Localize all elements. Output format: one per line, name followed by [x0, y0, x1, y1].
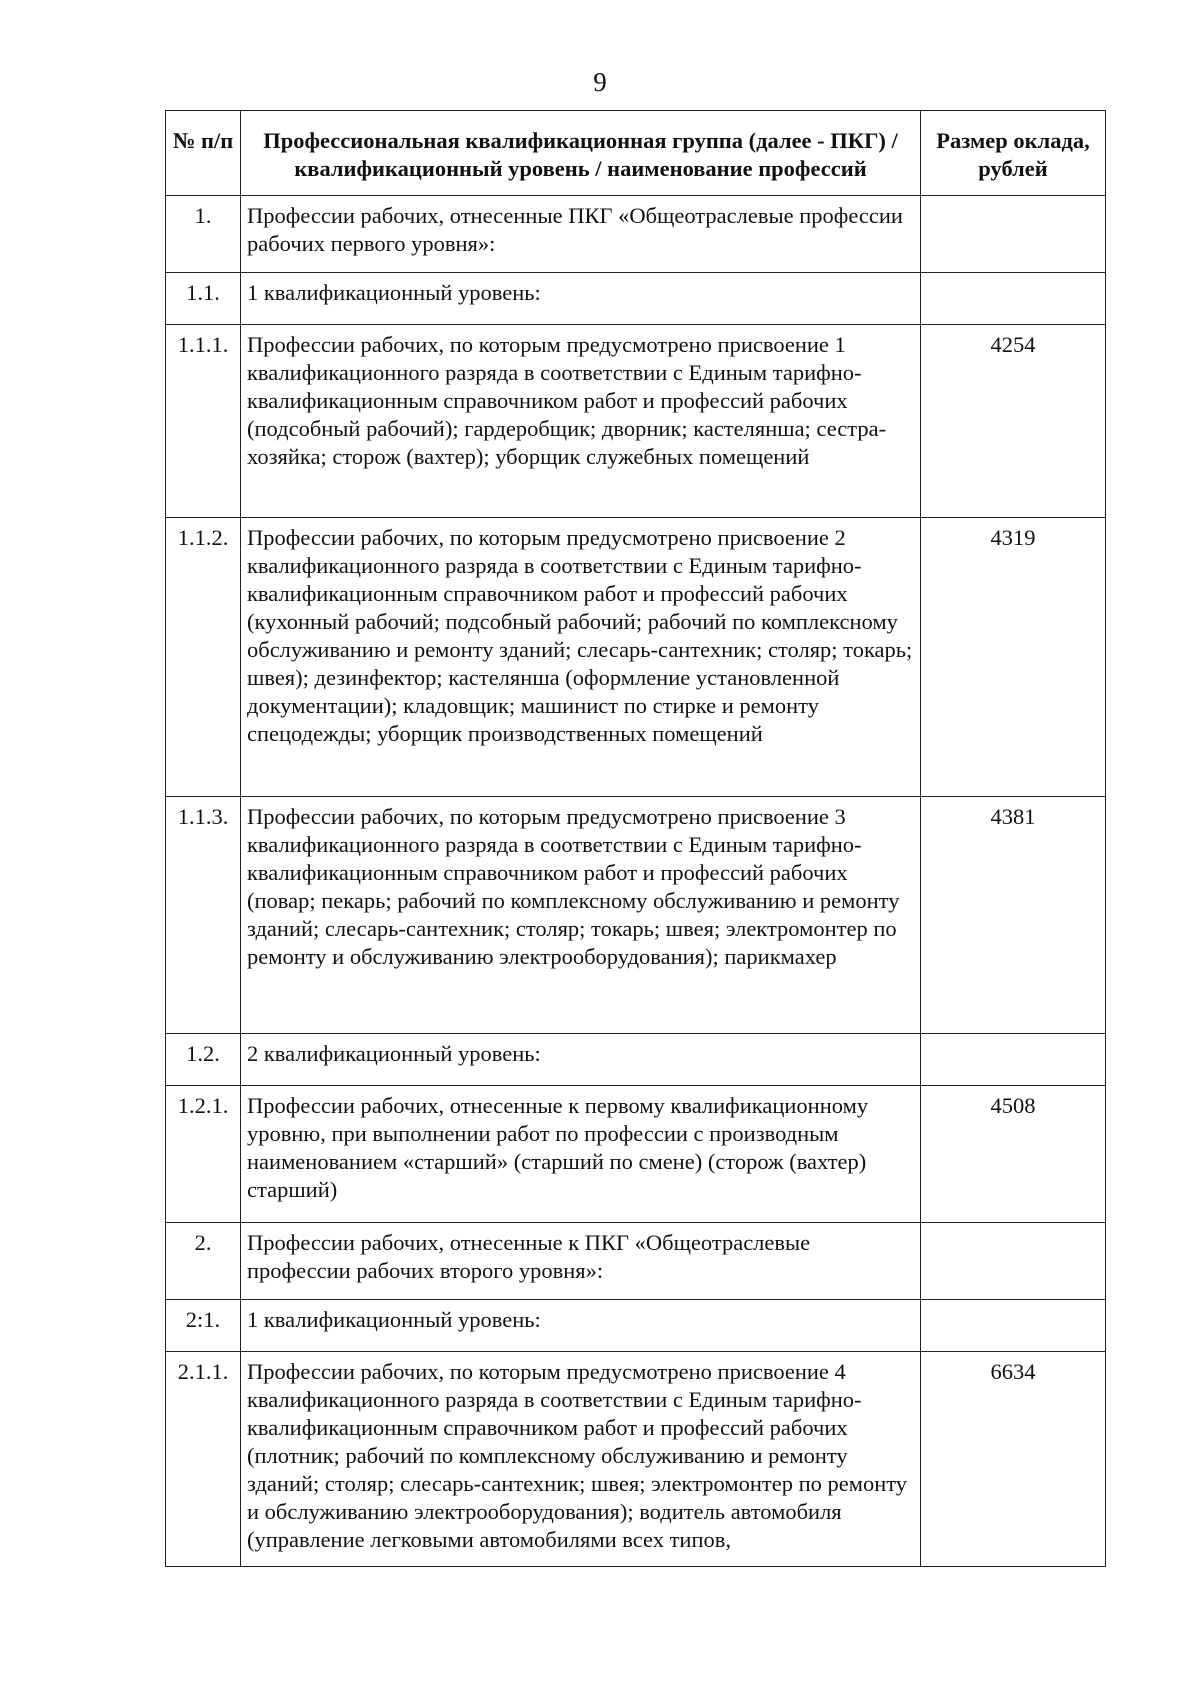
row-salary: 4508	[921, 1086, 1106, 1223]
row-salary	[921, 196, 1106, 273]
row-number: 1.	[166, 196, 241, 273]
row-number: 1.1.2.	[166, 518, 241, 797]
table-row	[166, 518, 1106, 797]
table-header-row	[166, 111, 1106, 196]
row-description: Профессии рабочих, отнесенные к ПКГ «Общеотраслевые профессии рабочих второго уровня»:	[241, 1223, 921, 1300]
row-salary	[921, 1300, 1106, 1352]
row-description: 1 квалификационный уровень:	[241, 1300, 921, 1352]
row-salary: 4319	[921, 518, 1106, 797]
table-row	[166, 325, 1106, 518]
row-number: 1.2.	[166, 1034, 241, 1086]
row-salary	[921, 273, 1106, 325]
salary-table	[165, 110, 1106, 1567]
row-number: 2.	[166, 1223, 241, 1300]
row-salary	[921, 1034, 1106, 1086]
table-row	[166, 797, 1106, 1034]
table-row	[166, 1352, 1106, 1567]
row-number: 2.1.1.	[166, 1352, 241, 1567]
table-row	[166, 1223, 1106, 1300]
table-row	[166, 1300, 1106, 1352]
row-salary: 4381	[921, 797, 1106, 1034]
row-salary: 4254	[921, 325, 1106, 518]
row-number: 1.1.3.	[166, 797, 241, 1034]
row-description: Профессии рабочих, по которым предусмотрено присвоение 4 квалификационного разряда в соответствии с Единым тарифно-квалификационным справочником работ и профессий рабочих (плотник; рабочий по комплексному обслуживанию и ремонту зданий; столяр; слесарь-сантехник; швея; электромонтер по ремонту и обслуживанию электрооборудования); водитель автомобиля (управление легковыми автомобилями всех типов,	[241, 1352, 921, 1567]
table-row	[166, 273, 1106, 325]
row-salary	[921, 1223, 1106, 1300]
row-number: 1.2.1.	[166, 1086, 241, 1223]
row-description: 1 квалификационный уровень:	[241, 273, 921, 325]
row-salary: 6634	[921, 1352, 1106, 1567]
header-group: Профессиональная квалификационная группа (далее - ПКГ) / квалификационный уровень / наименование профессий	[241, 111, 921, 196]
row-number: 2:1.	[166, 1300, 241, 1352]
row-description: Профессии рабочих, по которым предусмотрено присвоение 2 квалификационного разряда в соответствии с Единым тарифно-квалификационным справочником работ и профессий рабочих (кухонный рабочий; подсобный рабочий; рабочий по комплексному обслуживанию и ремонту зданий; слесарь-сантехник; столяр; токарь; швея); дезинфектор; кастелянша (оформление установленной документации); кладовщик; машинист по стирке и ремонту спецодежды; уборщик производственных помещений	[241, 518, 921, 797]
header-salary: Размер оклада, рублей	[921, 111, 1106, 196]
row-number: 1.1.1.	[166, 325, 241, 518]
page-number: 9	[593, 67, 607, 97]
row-description: Профессии рабочих, по которым предусмотрено присвоение 1 квалификационного разряда в соответствии с Единым тарифно-квалификационным справочником работ и профессий рабочих (подсобный рабочий); гардеробщик; дворник; кастелянша; сестра-хозяйка; сторож (вахтер); уборщик служебных помещений	[241, 325, 921, 518]
row-description: Профессии рабочих, отнесенные ПКГ «Общеотраслевые профессии рабочих первого уровня»:	[241, 196, 921, 273]
table-row	[166, 1034, 1106, 1086]
table-row	[166, 196, 1106, 273]
table-row	[166, 1086, 1106, 1223]
row-description: 2 квалификационный уровень:	[241, 1034, 921, 1086]
row-description: Профессии рабочих, отнесенные к первому квалификационному уровню, при выполнении работ по профессии с производным наименованием «старший» (старший по смене) (сторож (вахтер) старший)	[241, 1086, 921, 1223]
header-num: № п/п	[166, 111, 241, 196]
row-number: 1.1.	[166, 273, 241, 325]
row-description: Профессии рабочих, по которым предусмотрено присвоение 3 квалификационного разряда в соответствии с Единым тарифно-квалификационным справочником работ и профессий рабочих (повар; пекарь; рабочий по комплексному обслуживанию и ремонту зданий; слесарь-сантехник; столяр; токарь; швея; электромонтер по ремонту и обслуживанию электрооборудования); парикмахер	[241, 797, 921, 1034]
